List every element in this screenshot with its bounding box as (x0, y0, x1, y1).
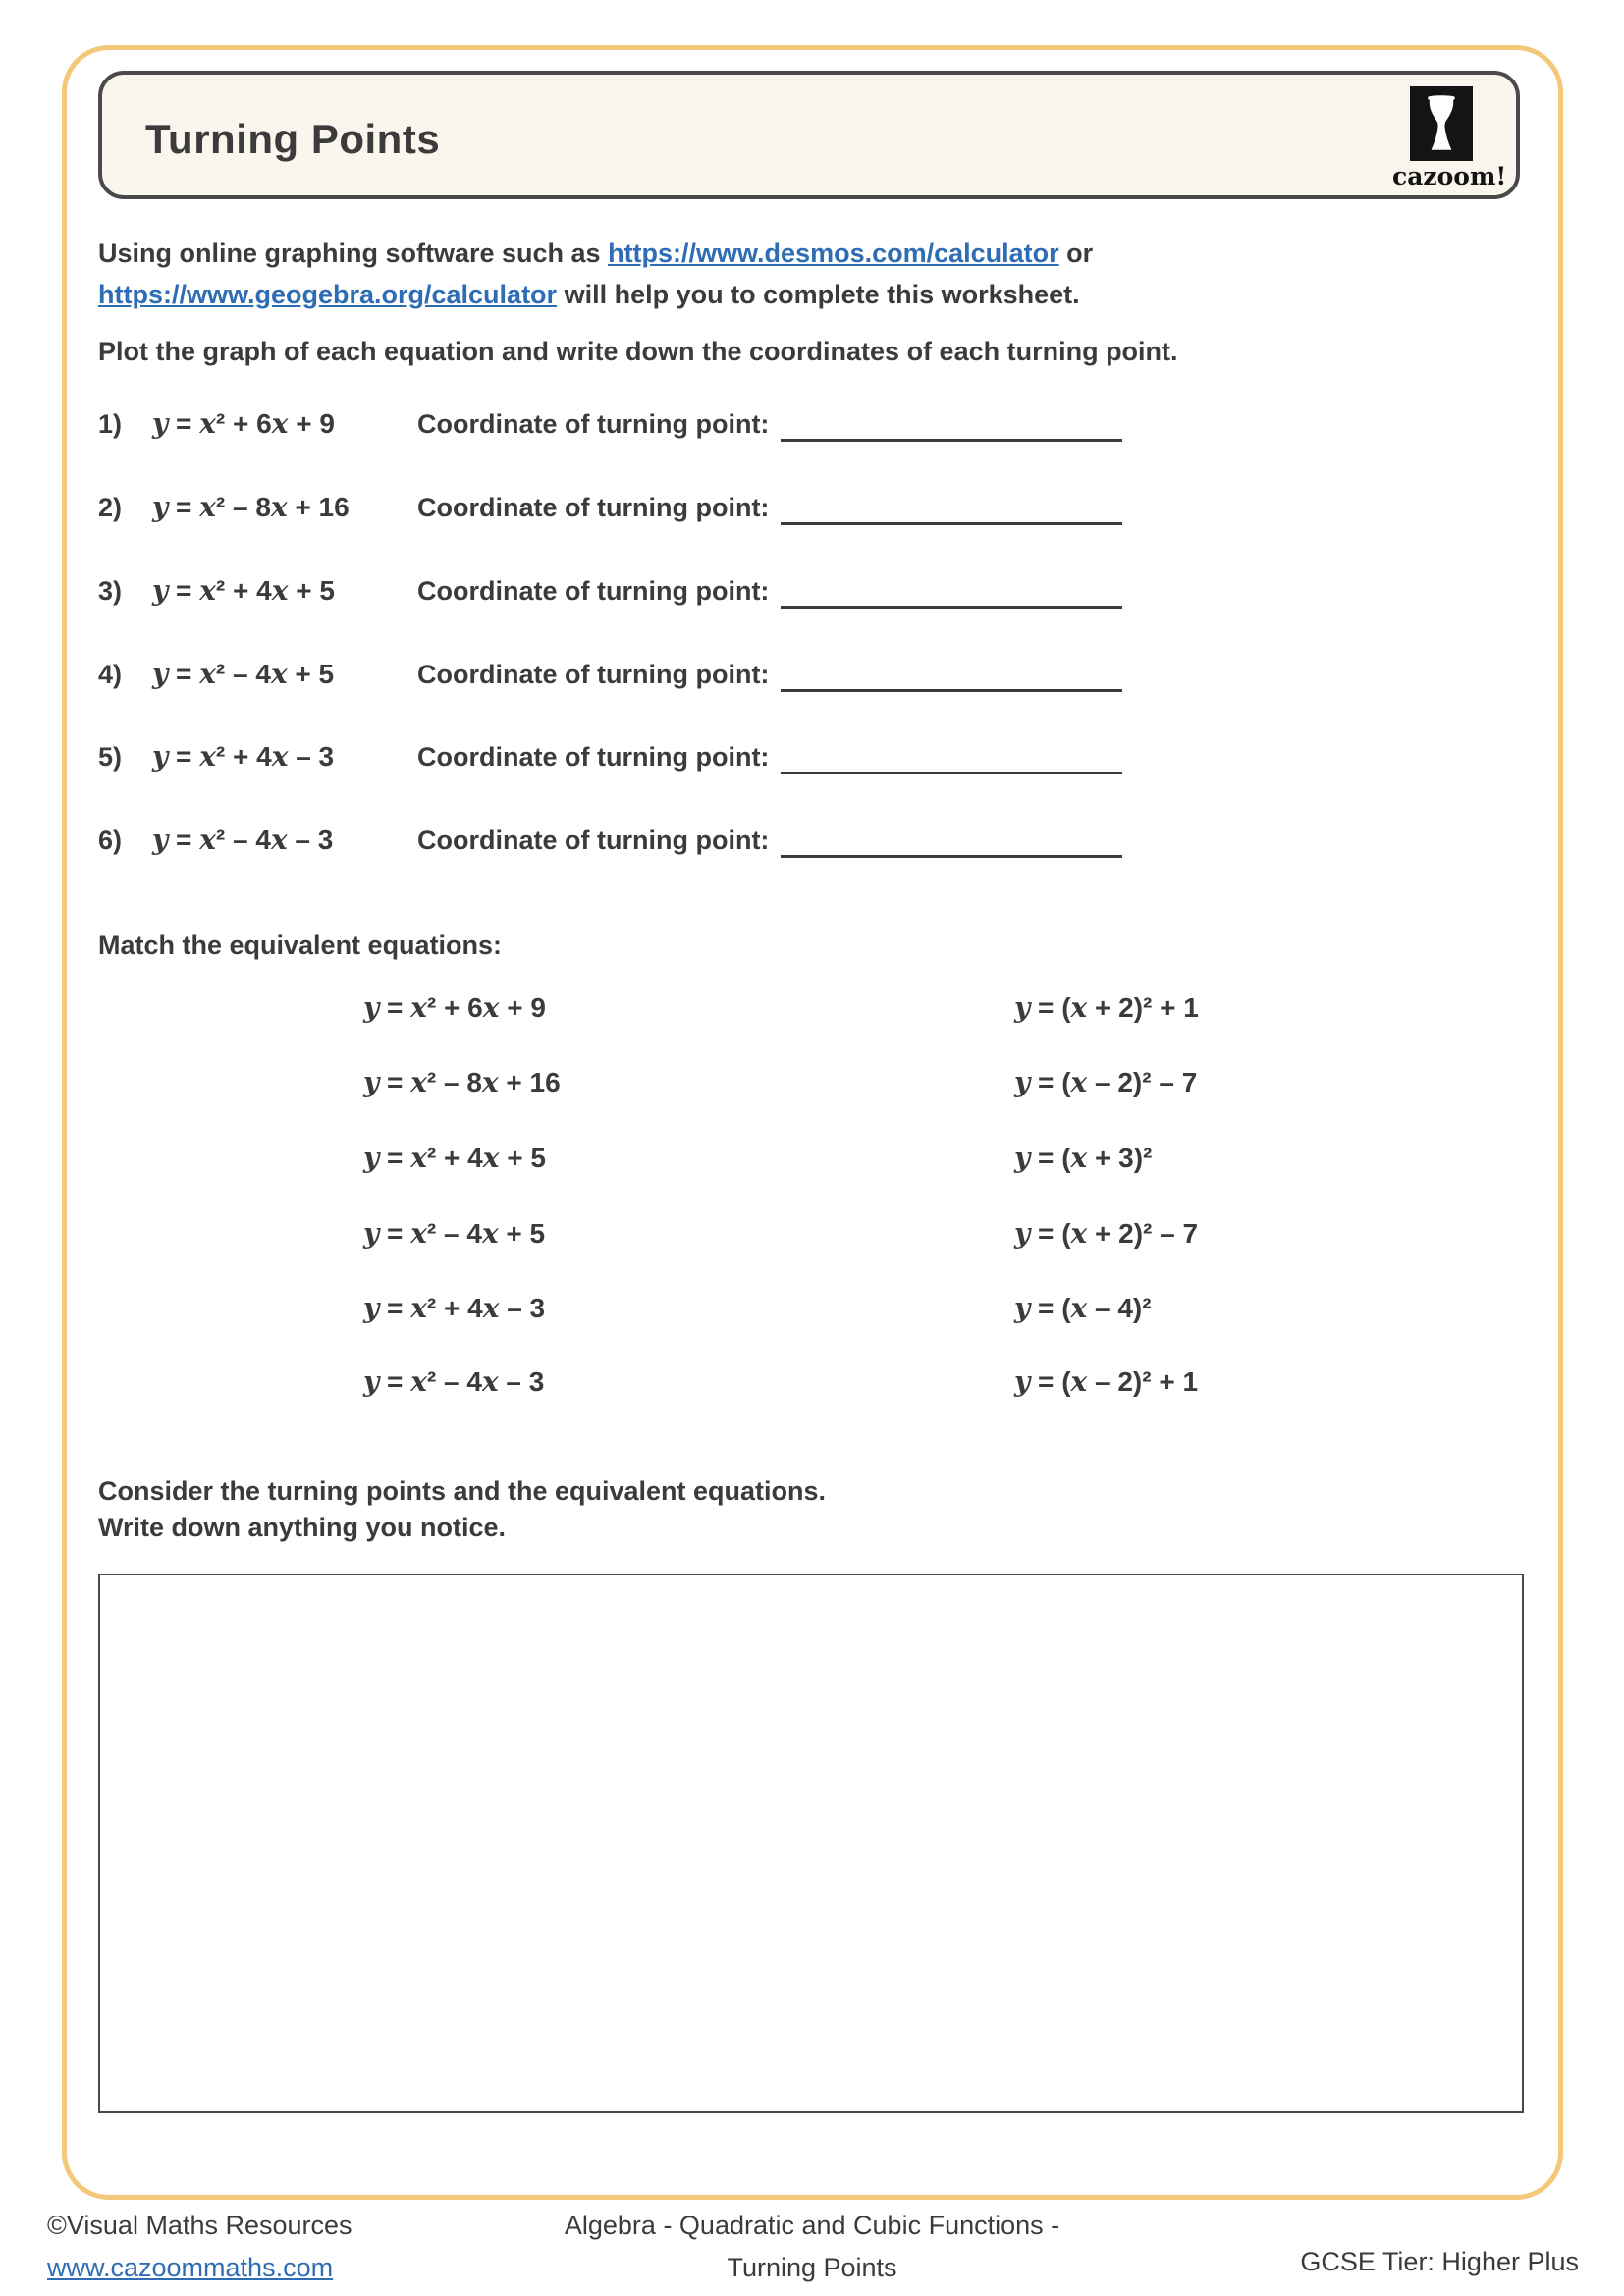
problem-row-5 (98, 740, 1122, 783)
footer-left (47, 2205, 352, 2289)
answer-blank-line (781, 854, 1122, 858)
match-left-2: y = x² – 8x + 16 (363, 1066, 561, 1098)
plot-instruction: Plot the graph of each equation and write down the coordinates of each turning point. (98, 337, 1178, 366)
cazoom-logo-text: cazoom! (1392, 162, 1507, 190)
problem-row-6 (98, 824, 1122, 867)
match-left-1: y = x² + 6x + 9 (363, 991, 546, 1024)
answer-blank-line (781, 771, 1122, 774)
page-title: Turning Points (145, 116, 441, 162)
intro-text-2: or (1058, 239, 1094, 268)
footer-topic-line1: Algebra - Quadratic and Cubic Functions - (564, 2211, 1060, 2240)
problem-row-2 (98, 491, 1122, 534)
answer-blank-line (781, 438, 1122, 442)
match-left-4: y = x² – 4x + 5 (363, 1217, 546, 1250)
footer-copyright: ©Visual Maths Resources (47, 2211, 352, 2240)
answer-label: Coordinate of turning point: (417, 742, 770, 772)
answer-blank-line (781, 605, 1122, 609)
answer-label: Coordinate of turning point: (417, 493, 770, 522)
problem-row-3 (98, 574, 1122, 617)
answer-label: Coordinate of turning point: (417, 409, 770, 439)
cazoom-logo (1392, 86, 1507, 190)
problem-equation: y = x² + 6x + 9 (152, 407, 335, 440)
answer-label: Coordinate of turning point: (417, 826, 770, 855)
problem-equation: y = x² + 4x – 3 (152, 740, 335, 773)
problem-row-4 (98, 658, 1122, 701)
notice-answer-box (98, 1574, 1524, 2113)
intro-text-3: will help you to complete this worksheet. (557, 280, 1080, 309)
problem-number: 1) (98, 409, 123, 439)
match-left-6: y = x² – 4x – 3 (363, 1365, 545, 1398)
answer-label: Coordinate of turning point: (417, 660, 770, 689)
geogebra-link[interactable]: https://www.geogebra.org/calculator (98, 280, 558, 309)
match-left-3: y = x² + 4x + 5 (363, 1142, 546, 1174)
problem-number: 2) (98, 493, 123, 522)
notice-line-2: Write down anything you notice. (98, 1513, 507, 1542)
match-right-1: y = (x + 2)² + 1 (1014, 991, 1199, 1024)
desmos-link[interactable]: https://www.desmos.com/calculator (608, 239, 1059, 268)
problem-equation: y = x² – 4x – 3 (152, 824, 334, 856)
problem-number: 4) (98, 660, 123, 689)
footer-tier: GCSE Tier: Higher Plus (1300, 2247, 1579, 2276)
notice-line-1: Consider the turning points and the equivalent equations. (98, 1476, 827, 1506)
match-right-2: y = (x – 2)² – 7 (1014, 1066, 1198, 1098)
problem-equation: y = x² – 4x + 5 (152, 658, 335, 690)
answer-label: Coordinate of turning point: (417, 576, 770, 606)
djembe-drum-icon (1410, 86, 1473, 161)
match-left-5: y = x² + 4x – 3 (363, 1292, 546, 1324)
problem-number: 5) (98, 742, 123, 772)
intro-paragraph (98, 233, 1434, 315)
footer-center (419, 2205, 1205, 2289)
matching-heading: Match the equivalent equations: (98, 931, 503, 960)
problem-number: 6) (98, 826, 123, 855)
footer-topic-line2: Turning Points (727, 2253, 897, 2282)
match-right-4: y = (x + 2)² – 7 (1014, 1217, 1199, 1250)
problem-row-1 (98, 407, 1122, 451)
problem-equation: y = x² + 4x + 5 (152, 574, 335, 607)
match-right-3: y = (x + 3)² (1014, 1142, 1153, 1174)
intro-text-1: Using online graphing software such as (98, 239, 609, 268)
cazoommaths-link[interactable]: www.cazoommaths.com (47, 2253, 334, 2282)
problem-number: 3) (98, 576, 123, 606)
match-right-5: y = (x – 4)² (1014, 1292, 1152, 1324)
worksheet-header (98, 71, 1520, 199)
problem-equation: y = x² – 8x + 16 (152, 491, 350, 523)
answer-blank-line (781, 521, 1122, 525)
match-right-6: y = (x – 2)² + 1 (1014, 1365, 1199, 1398)
answer-blank-line (781, 688, 1122, 692)
